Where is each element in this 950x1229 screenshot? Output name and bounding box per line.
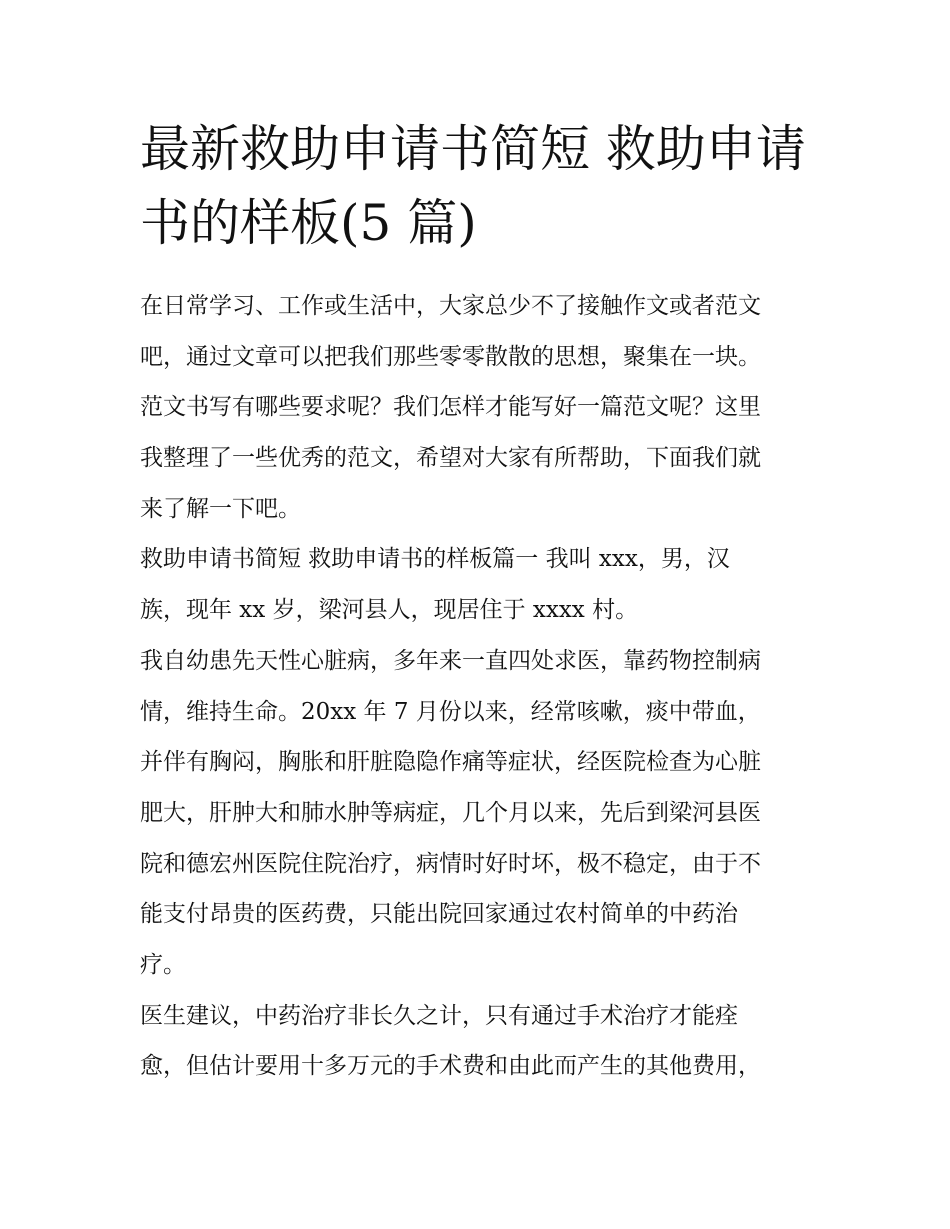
title-line-1: 最新救助申请书简短 救助申请 [140, 120, 806, 178]
text-line: 吧，通过文章可以把我们那些零零散散的思想，聚集在一块。 [140, 343, 761, 370]
body-text [140, 281, 820, 1092]
text-line: 疗。 [140, 951, 186, 978]
text-line: 肥大，肝肿大和肺水肿等病症，几个月以来，先后到梁河县医 [140, 799, 761, 826]
document-title [140, 112, 820, 260]
title-line-2: 书的样板(5 篇) [140, 194, 477, 252]
text-line: 院和德宏州医院住院治疗，病情时好时坏，极不稳定，由于不 [140, 850, 761, 877]
text-line: 范文书写有哪些要求呢？我们怎样才能写好一篇范文呢？这里 [140, 394, 761, 421]
text-line: 并伴有胸闷，胸胀和肝脏隐隐作痛等症状，经医院检查为心脏 [140, 749, 761, 776]
text-line: 族，现年 xx 岁，梁河县人，现居住于 xxxx 村。 [140, 597, 639, 624]
text-line: 情，维持生命。20xx 年 7 月份以来，经常咳嗽，痰中带血， [140, 698, 761, 725]
text-line: 我自幼患先天性心脏病，多年来一直四处求医，靠药物控制病 [140, 647, 761, 674]
text-line: 能支付昂贵的医药费，只能出院回家通过农村简单的中药治 [140, 901, 738, 928]
text-line: 愈，但估计要用十多万元的手术费和由此而产生的其他费用， [140, 1053, 761, 1080]
text-line: 救助申请书简短 救助申请书的样板篇一 我叫 xxx，男，汉 [140, 546, 730, 573]
text-line: 医生建议，中药治疗非长久之计，只有通过手术治疗才能痊 [140, 1002, 738, 1029]
text-line: 来了解一下吧。 [140, 495, 301, 522]
text-line: 我整理了一些优秀的范文，希望对大家有所帮助，下面我们就 [140, 445, 761, 472]
text-line: 在日常学习、工作或生活中，大家总少不了接触作文或者范文 [140, 293, 761, 319]
